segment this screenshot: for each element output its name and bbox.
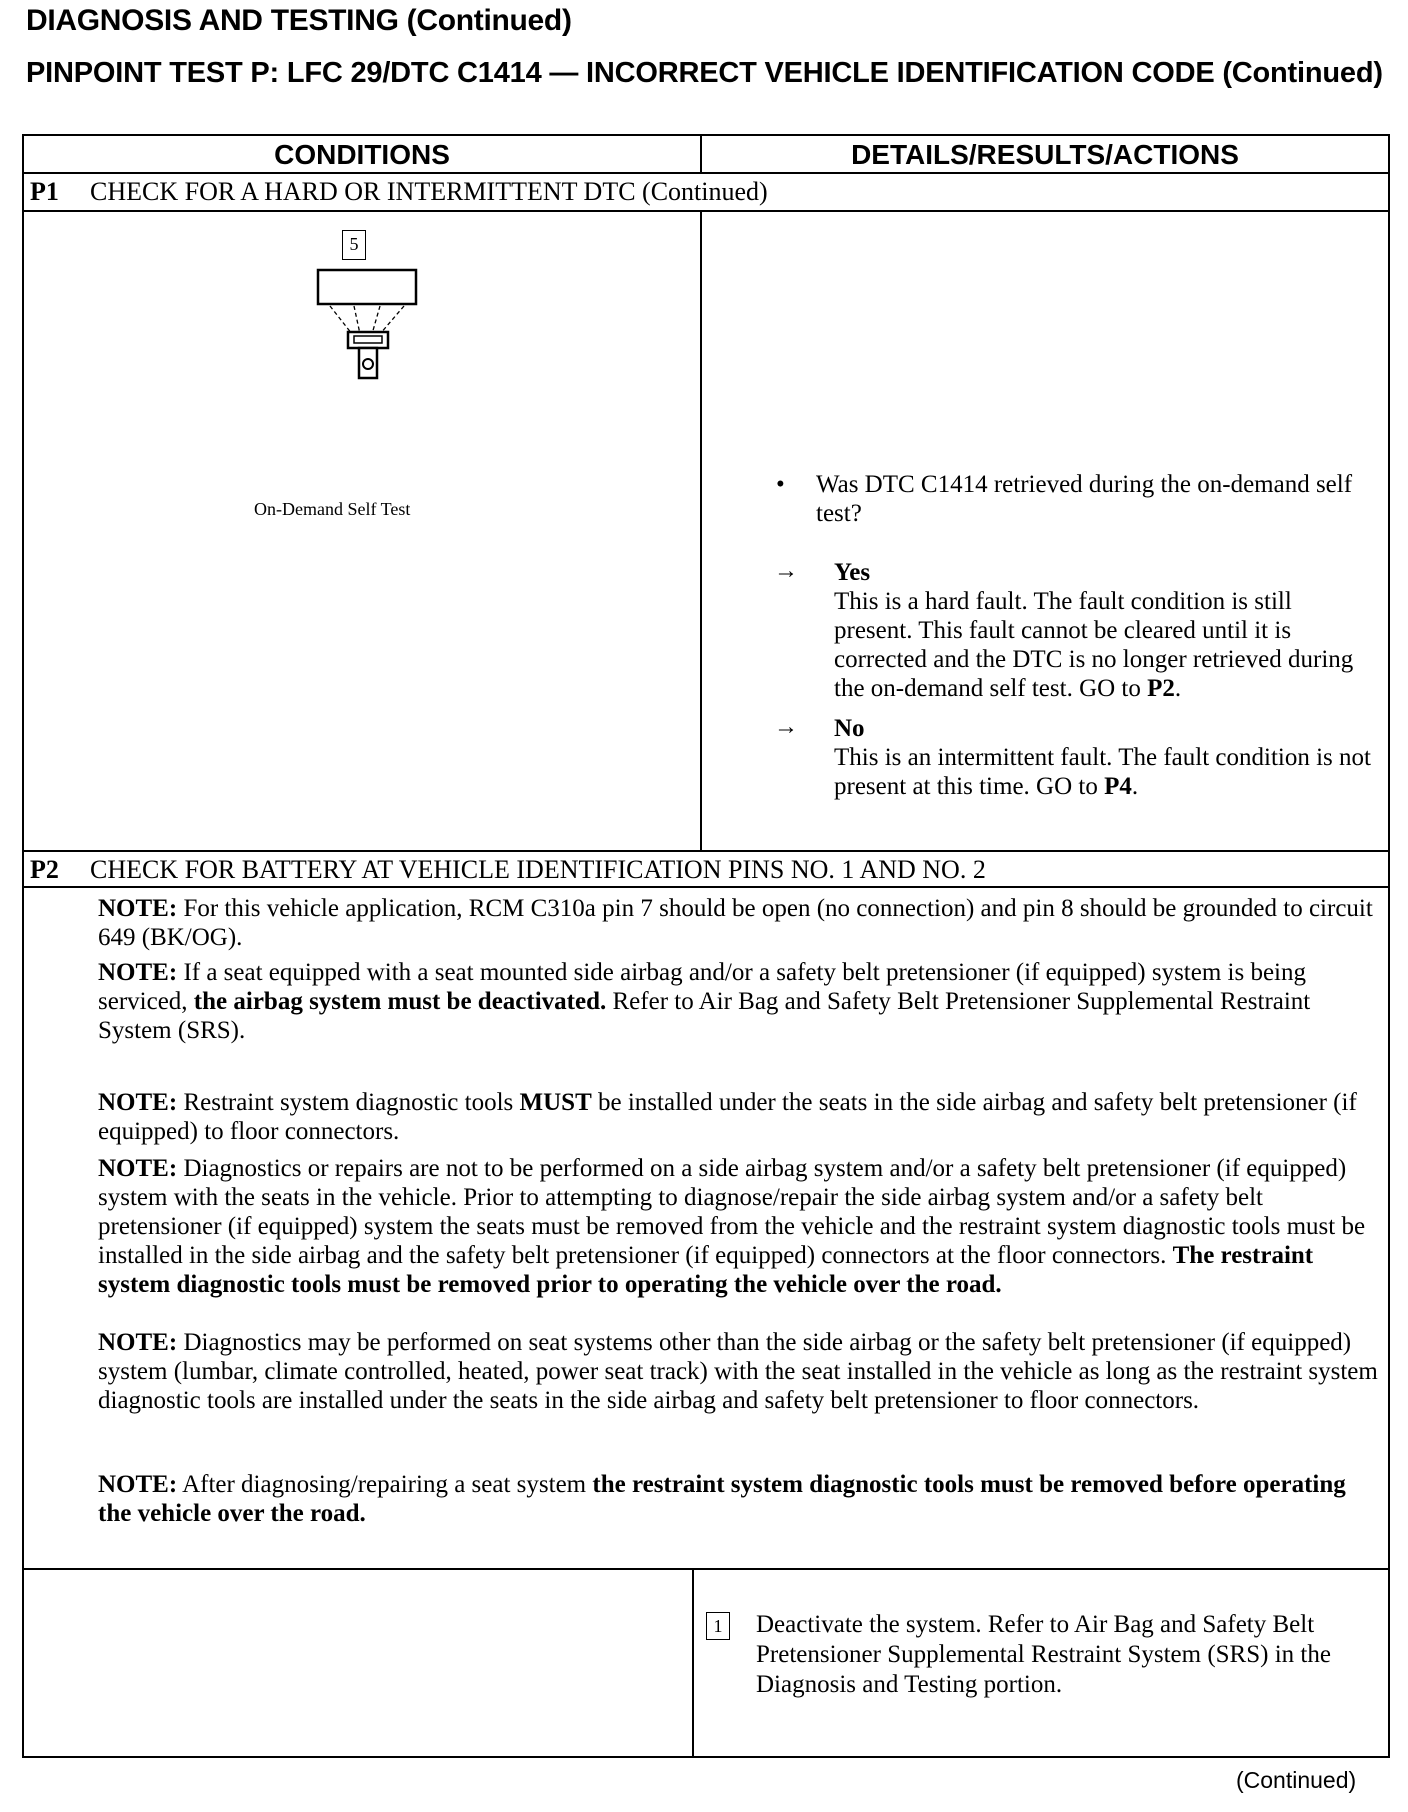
scan-tool-icon bbox=[304, 268, 424, 388]
note-6: NOTE: After diagnosing/repairing a seat system the restraint system diagnostic tools must be removed before operating the vehicle over the road. bbox=[98, 1471, 1346, 1527]
conditions-column-header: CONDITIONS bbox=[24, 136, 702, 174]
no-arrow-icon: → bbox=[774, 714, 798, 740]
question-text: Was DTC C1414 retrieved during the on-demand self test? bbox=[816, 471, 1353, 527]
bullet: • bbox=[776, 471, 785, 498]
yes-label: Yes bbox=[834, 559, 871, 586]
figure-caption: On-Demand Self Test bbox=[254, 499, 411, 519]
step-p2-body bbox=[24, 1570, 1388, 1756]
note-3: NOTE: Restraint system diagnostic tools MUST be installed under the seats in the side airbag and safety belt pretensioner (if equipped) to floor connectors. bbox=[98, 1089, 1357, 1145]
details-cell bbox=[694, 1570, 1388, 1756]
note-4: NOTE: Diagnostics or repairs are not to be performed on a side airbag system and/or a safety belt pretensioner (if equipped) system with the seats in the vehicle. Prior to attempting to diagnose/repair the side airbag system and/or a safety belt pretensioner (if equipped) system the seats must be removed from the vehicle and the restraint system diagnostic tools must be installed in the side airbag and the safety belt pretensioner (if equipped) connectors at the floor connectors. The restraint system diagnostic tools must be removed prior to operating the vehicle over the road. bbox=[98, 1155, 1366, 1298]
notes-block bbox=[24, 888, 1388, 1570]
conditions-cell bbox=[24, 212, 702, 850]
details-column-header: DETAILS/RESULTS/ACTIONS bbox=[702, 136, 1388, 174]
note-1: NOTE: For this vehicle application, RCM C310a pin 7 should be open (no connection) and pin 8 should be grounded to circuit 649 (BK/OG). bbox=[98, 895, 1373, 951]
page-title: DIAGNOSIS AND TESTING (Continued) bbox=[26, 4, 572, 37]
pinpoint-test-title: PINPOINT TEST P: LFC 29/DTC C1414 — INCORRECT VEHICLE IDENTIFICATION CODE (Continued) bbox=[26, 57, 1383, 89]
step-p1-heading bbox=[24, 174, 1388, 212]
no-label: No bbox=[834, 715, 865, 742]
goto-p2-link[interactable]: P2 bbox=[1147, 675, 1175, 702]
step-number-box: 1 bbox=[706, 1612, 730, 1640]
note-5: NOTE: Diagnostics may be performed on seat systems other than the side airbag or the safety belt pretensioner (if equipped) system (lumbar, climate controlled, heated, power seat track) with the seat installed in the vehicle as long as the restraint system diagnostic tools are installed under the seats in the side airbag and safety belt pretensioner to floor connectors. bbox=[98, 1329, 1378, 1414]
step-id: P1 bbox=[30, 177, 59, 206]
goto-p4-link[interactable]: P4 bbox=[1104, 773, 1132, 800]
details-cell bbox=[702, 212, 1388, 850]
step-p2-heading bbox=[24, 852, 1388, 888]
continued-footer: (Continued) bbox=[1236, 1767, 1357, 1793]
step-title: CHECK FOR BATTERY AT VEHICLE IDENTIFICATION PINS NO. 1 AND NO. 2 bbox=[90, 855, 986, 884]
step-p1-body bbox=[24, 212, 1388, 852]
conditions-cell bbox=[24, 1570, 694, 1756]
step-title: CHECK FOR A HARD OR INTERMITTENT DTC (Continued) bbox=[90, 177, 768, 206]
step-id: P2 bbox=[30, 855, 59, 884]
yes-arrow-icon: → bbox=[774, 558, 798, 584]
note-2: NOTE: If a seat equipped with a seat mounted side airbag and/or a safety belt pretensioner (if equipped) system is being serviced, the airbag system must be deactivated. Refer to Air Bag and Safety Belt Pretensioner Supplemental Restraint System (SRS). bbox=[98, 959, 1311, 1044]
pinpoint-test-table bbox=[22, 134, 1390, 1758]
action-text: Deactivate the system. Refer to Air Bag and Safety Belt Pretensioner Supplemental Restraint System (SRS) in the Diagnosis and Testing portion. bbox=[756, 1611, 1331, 1698]
no-result-text: This is an intermittent fault. The fault condition is not present at this time. GO to P4. bbox=[834, 744, 1371, 800]
yes-result-text: This is a hard fault. The fault condition is still present. This fault cannot be cleared until it is corrected and the DTC is no longer retrieved during the on-demand self test. GO to P2. bbox=[834, 588, 1354, 702]
step-number-box: 5 bbox=[342, 230, 366, 260]
